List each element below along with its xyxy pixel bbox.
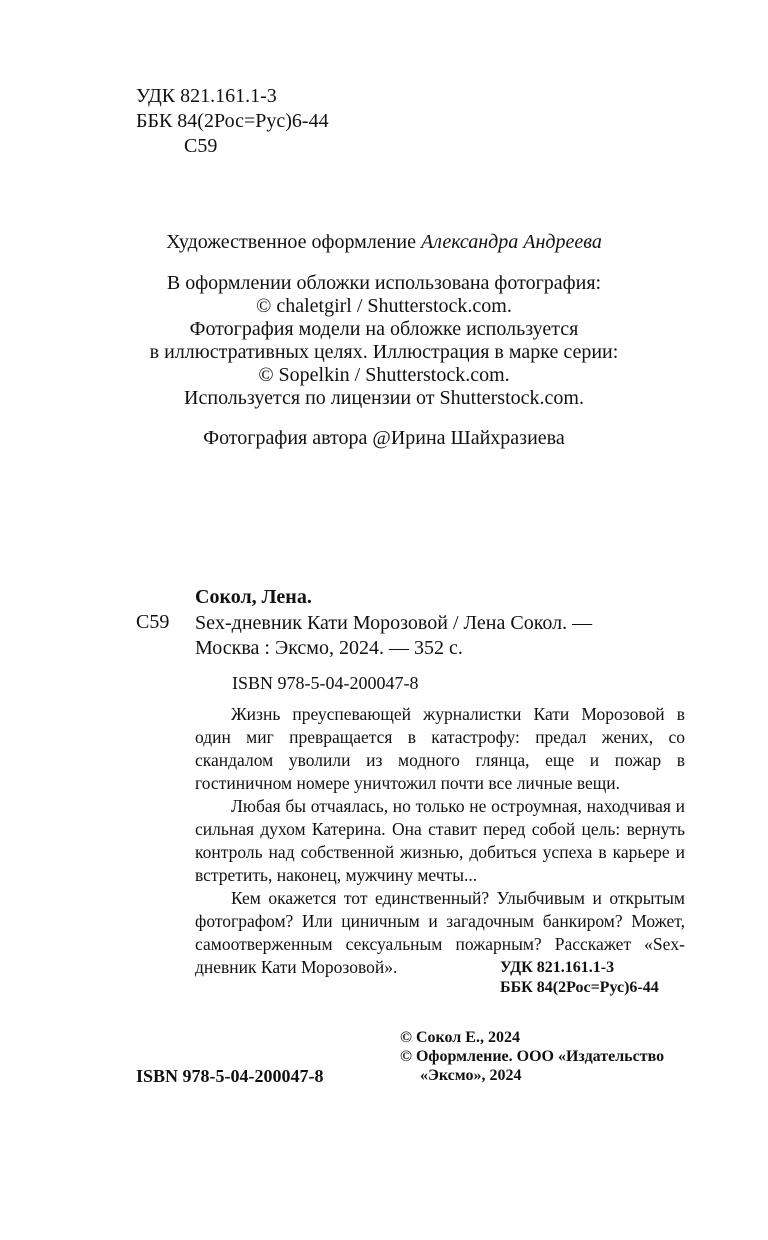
udk-code-small: УДК 821.161.1-3 <box>500 959 615 976</box>
design-credit <box>0 231 768 254</box>
copyright-design: © Оформление. ООО «Издательство <box>400 1048 665 1065</box>
bibliographic-entry <box>195 611 665 661</box>
author-photo-credit <box>0 427 768 450</box>
credit-line: © chaletgirl / Shutterstock.com. <box>256 295 512 317</box>
copyright-author: © Сокол Е., 2024 <box>400 1029 520 1046</box>
udk-code: УДК 821.161.1-3 <box>136 85 277 107</box>
catalog-sign: С59 <box>136 611 170 633</box>
credit-line: © Sopelkin / Shutterstock.com. <box>258 364 510 386</box>
cover-photo-credits <box>0 272 768 410</box>
annotation-paragraph: Любая бы отчаялась, но только не остроумная, находчивая и сильная духом Катерина. Она ставит перед собой цель: вернуть контроль над собственной жизнью, добиться успеха в карьере и встретить, наконец, мужчину мечты... <box>195 796 685 885</box>
udk-summary <box>500 958 659 998</box>
catalog-author-heading: Сокол, Лена. <box>195 586 312 608</box>
bbk-code-small: ББК 84(2Рос=Рус)6-44 <box>500 979 659 996</box>
annotation-paragraph: Кем окажется тот единственный? Улыбчивым и открытым фотографом? Или циничным и загадочным банкиром? Может, самоотверженным сексуальным пожарным? Расскажет «Sex-дневник Кати Морозовой». <box>195 888 685 977</box>
bbk-code: ББК 84(2Рос=Рус)6-44 <box>136 110 329 132</box>
credit-line: Используется по лицензии от Shutterstock.com. <box>184 387 584 409</box>
bib-line: Sex-дневник Кати Морозовой / Лена Сокол. — <box>195 612 593 634</box>
copyright-design-cont: «Эксмо», 2024 <box>420 1067 522 1084</box>
bib-line: Москва : Эксмо, 2024. — 352 с. <box>195 637 463 659</box>
footer-isbn: ISBN 978-5-04-200047-8 <box>136 1066 324 1086</box>
credit-line: в иллюстративных целях. Иллюстрация в марке серии: <box>149 341 619 363</box>
credit-line: В оформлении обложки использована фотография: <box>166 272 602 294</box>
annotation-paragraph: Жизнь преуспевающей журналистки Кати Морозовой в один миг превращается в катастрофу: предал жених, со скандалом уволили из модного глянца, еще и пожар в гостиничном номере уничтожил почти все личные вещи. <box>195 704 685 793</box>
catalog-isbn: ISBN 978-5-04-200047-8 <box>232 673 419 693</box>
classification-block <box>136 84 329 159</box>
design-credit-label: Художественное оформление <box>166 231 416 253</box>
designer-name: Александра Андреева <box>420 231 602 253</box>
copyright-block <box>400 1028 700 1085</box>
credit-line: Фотография модели на обложке используется <box>189 318 579 340</box>
author-photo-credit-text: Фотография автора @Ирина Шайхразиева <box>203 427 565 449</box>
author-sign: С59 <box>184 135 218 157</box>
annotation <box>195 703 685 979</box>
